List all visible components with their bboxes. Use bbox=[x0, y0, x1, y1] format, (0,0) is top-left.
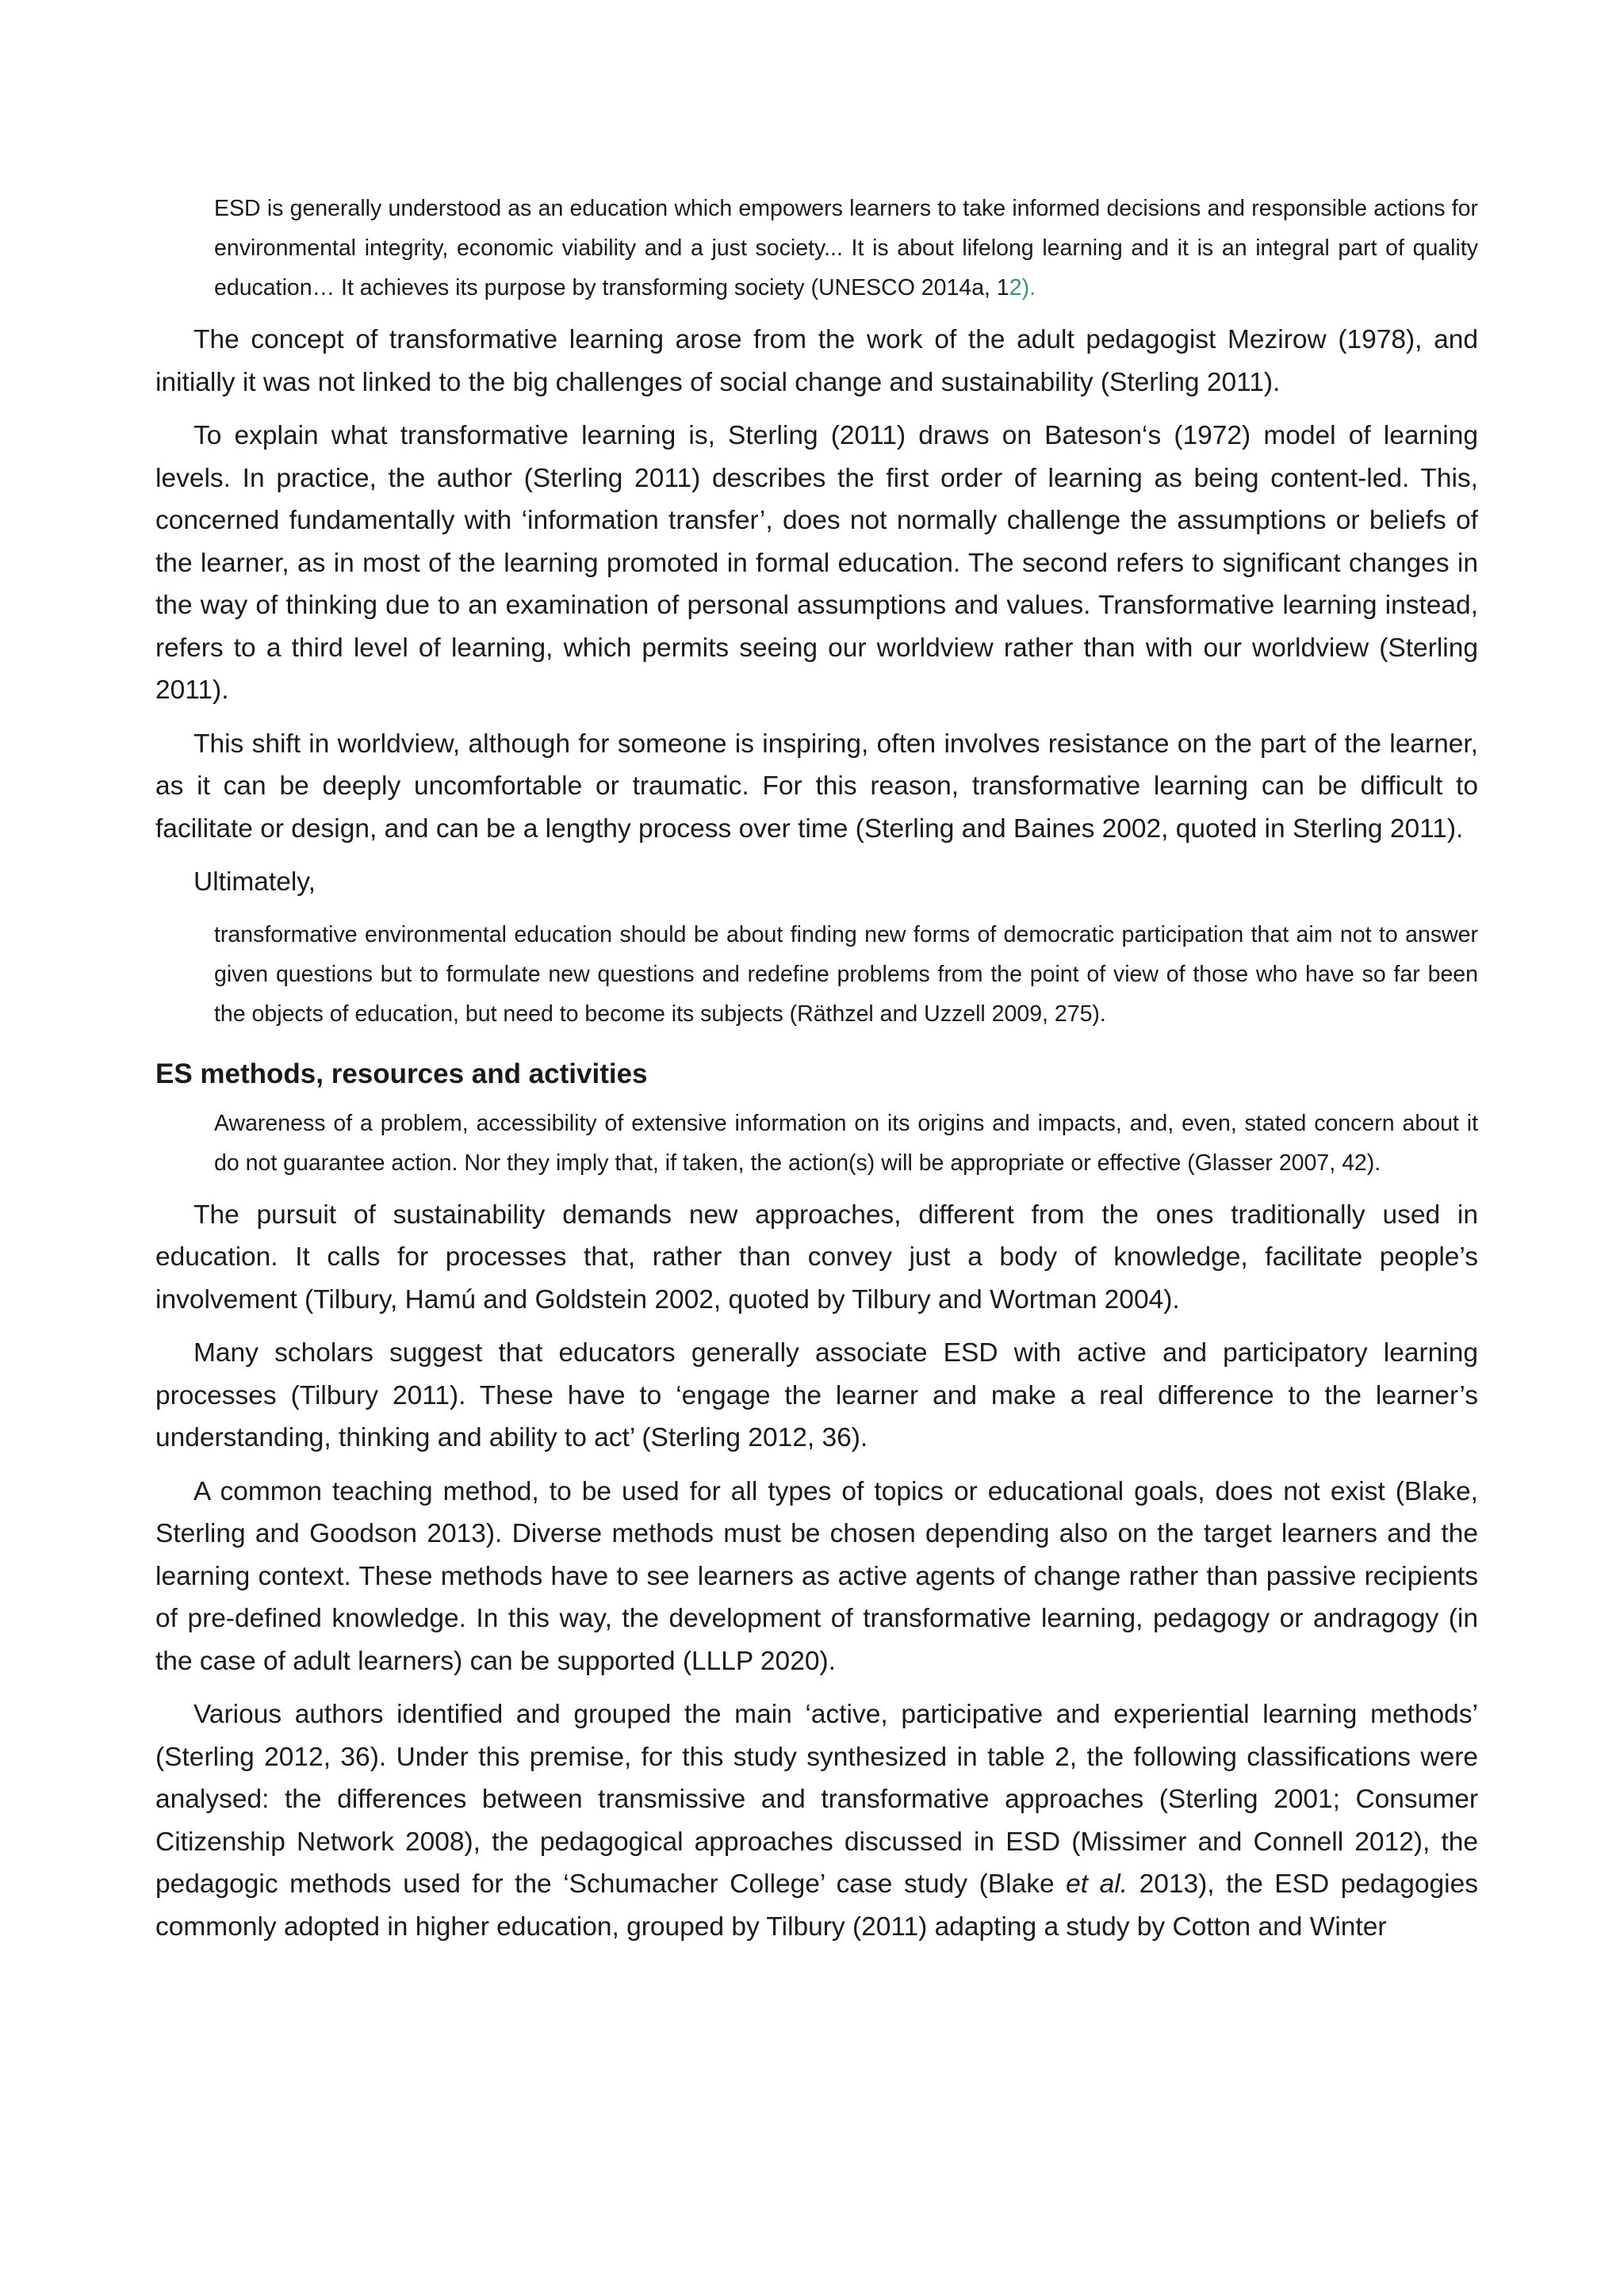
block-quote-glasser: Awareness of a problem, accessibility of extensive information on its origins and impacts, and, even, stated concern about it do not guarantee action. Nor they imply that, if taken, the action(s) will be appropriate or effective (Glasser 2007, 42). bbox=[214, 1110, 1478, 1176]
italic-et-al: et al. bbox=[1066, 1869, 1128, 1899]
paragraph-mezirow: The concept of transformative learning arose from the work of the adult pedagogist Mezirow (1978), and initially it was not linked to the big challenges of social change and sustainability (Sterling 2011). bbox=[155, 325, 1478, 397]
block-quote-rathzel: transformative environmental education should be about finding new forms of democratic participation that aim not to answer given questions but to formulate new questions and redefine problems from the point of view of those who have so far been the objects of education, but need to become its subjects (Räthzel and Uzzell 2009, 275). bbox=[214, 921, 1478, 1027]
paragraph-bateson: To explain what transformative learning is, Sterling (2011) draws on Bateson‘s (1972) model of learning levels. In practice, the author (Sterling 2011) describes the first order of learning as being content-led. This, concerned fundamentally with ‘information transfer’, does not normally challenge the assumptions or beliefs of the learner, as in most of the learning promoted in formal education. The second refers to significant changes in the way of thinking due to an examination of personal assumptions and values. Transformative learning instead, refers to a third level of learning, which permits seeing our worldview rather than with our worldview (Sterling 2011). bbox=[155, 421, 1478, 705]
document-page bbox=[155, 189, 1478, 1959]
paragraph-worldview-shift: This shift in worldview, although for someone is inspiring, often involves resistance on the part of the learner, as it can be deeply uncomfortable or traumatic. For this reason, transformative learning can be difficult to facilitate or design, and can be a lengthy process over time (Sterling and Baines 2002, quoted in Sterling 2011). bbox=[155, 729, 1478, 844]
paragraph-classifications bbox=[155, 1693, 1478, 1948]
section-heading: ES methods, resources and activities bbox=[155, 1058, 648, 1089]
paragraph-participatory: Many scholars suggest that educators generally associate ESD with active and participatory learning processes (Tilbury 2011). These have to ‘engage the learner and make a real difference to the learner’s understanding, thinking and ability to act’ (Sterling 2012, 36). bbox=[155, 1338, 1478, 1452]
paragraph-text-before: Various authors identified and grouped the main ‘active, participative and experiential learning methods’ (Sterling 2012, 36). Under this premise, for this study synthesized in table 2, the following classifications were analysed: the differences between transmissive and transformative approaches (Sterling 2001; Consumer Citizenship Network 2008), the pedagogical approaches discussed in ESD (Missimer and Connell 2012), the pedagogic methods used for the ‘Schumacher College’ case study (Blake bbox=[155, 1700, 1478, 1899]
paragraph-teaching-method: A common teaching method, to be used for all types of topics or educational goals, does not exist (Blake, Sterling and Goodson 2013). Diverse methods must be chosen depending also on the target learners and the learning context. These methods have to see learners as active agents of change rather than passive recipients of pre-defined knowledge. In this way, the development of transformative learning, pedagogy or andragogy (in the case of adult learners) can be supported (LLLP 2020). bbox=[155, 1476, 1478, 1676]
block-quote-unesco bbox=[214, 189, 1478, 308]
paragraph-ultimately: Ultimately, bbox=[193, 867, 316, 897]
reference-link[interactable]: 2). bbox=[1009, 275, 1036, 300]
paragraph-text-after: 2013), the ESD pedagogies commonly adopted in higher education, grouped by Tilbury (2011) adapting a study by Cotton and Winter bbox=[155, 1869, 1478, 1942]
quote-text: ESD is generally understood as an education which empowers learners to take informed decisions and responsible actions for environmental integrity, economic viability and a just society... It is about lifelong learning and it is an integral part of quality education… It achieves its purpose by transforming society (UNESCO 2014a, 1 bbox=[214, 196, 1478, 300]
paragraph-sustainability: The pursuit of sustainability demands new approaches, different from the ones traditionally used in education. It calls for processes that, rather than convey just a body of knowledge, facilitate people’s involvement (Tilbury, Hamú and Goldstein 2002, quoted by Tilbury and Wortman 2004). bbox=[155, 1200, 1478, 1314]
